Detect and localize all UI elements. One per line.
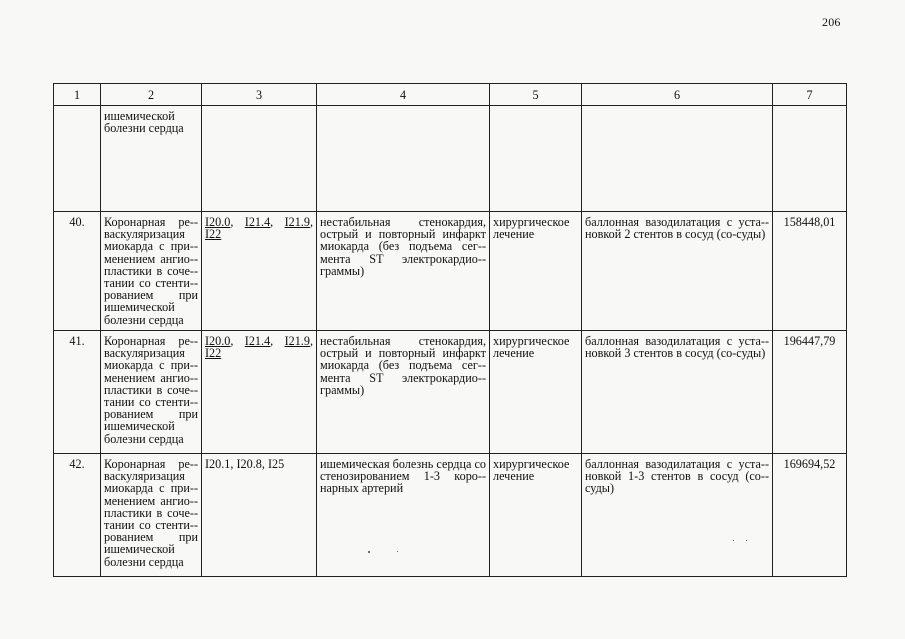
cell-name: Коронарная ре-васкуляризация миокарда с при-менением ангио-пластики в соче-тании со стенти-рованием при ишемической болезни сердца [101,454,202,577]
header-row [54,84,847,106]
table-row [54,454,847,577]
cell-treatment: хирургическое лечение [490,212,582,331]
cell-price: 169694,52 [773,454,847,577]
cell-codes [202,106,317,212]
cell-name: Коронарная ре-васкуляризация миокарда с при-менением ангио-пластики в соче-тании со стенти-рованием при ишемической болезни сердца [101,331,202,454]
icd-code: I21.4 [244,215,271,229]
page-number: 206 [822,15,841,29]
header-col-6: 6 [582,84,773,106]
cell-diagnosis: нестабильная стенокардия, острый и повторный инфаркт миокарда (без подъема сег-мента ST электрокардио-граммы) [317,331,490,454]
cell-diagnosis: ишемическая болезнь сердца со стенозированием 1-3 коро-нарных артерий [317,454,490,577]
icd-code: I21.4 [244,334,271,348]
icd-code: I22 [205,346,222,361]
cell-treatment [490,106,582,212]
header-col-3: 3 [202,84,317,106]
icd-code: I21.9 [284,334,310,348]
scan-speck [368,551,370,553]
header-col-1: 1 [54,84,101,106]
cell-method: баллонная вазодилатация с уста-новкой 1-3 стентов в сосуд (со-суды) [582,454,773,577]
cell-num: 42. [54,454,101,577]
cell-name: ишемической болезни сердца [101,106,202,212]
cell-num: 41. [54,331,101,454]
cell-method [582,106,773,212]
cell-codes: I20.1, I20.8, I25 [202,454,317,577]
cell-treatment: хирургическое лечение [490,331,582,454]
icd-code: I20.0 [205,215,231,229]
header-col-2: 2 [101,84,202,106]
table-row [54,331,847,454]
cell-price [773,106,847,212]
cell-codes: I20.0, I21.4, I21.9, I22 [202,212,317,331]
icd-code: I21.9 [284,215,310,229]
header-col-4: 4 [317,84,490,106]
icd-code: I20.0 [205,334,231,348]
cell-num: 40. [54,212,101,331]
cell-method: баллонная вазодилатация с уста-новкой 3 стентов в сосуд (со-суды) [582,331,773,454]
scan-speck [733,540,734,541]
continuation-row [54,106,847,212]
cell-diagnosis [317,106,490,212]
cell-method: баллонная вазодилатация с уста-новкой 2 стентов в сосуд (со-суды) [582,212,773,331]
cell-name: Коронарная ре-васкуляризация миокарда с при-менением ангио-пластики в соче-тании со стенти-рованием при ишемической болезни сердца [101,212,202,331]
icd-code: I22 [205,227,222,242]
cell-codes: I20.0, I21.4, I21.9, I22 [202,331,317,454]
header-col-5: 5 [490,84,582,106]
services-table [53,83,847,577]
scan-speck [397,551,398,552]
cell-num [54,106,101,212]
scan-speck [746,540,747,541]
cell-price: 196447,79 [773,331,847,454]
cell-price: 158448,01 [773,212,847,331]
cell-treatment: хирургическое лечение [490,454,582,577]
header-col-7: 7 [773,84,847,106]
cell-diagnosis: нестабильная стенокардия, острый и повторный инфаркт миокарда (без подъема сег-мента ST электрокардио-граммы) [317,212,490,331]
table-row [54,212,847,331]
